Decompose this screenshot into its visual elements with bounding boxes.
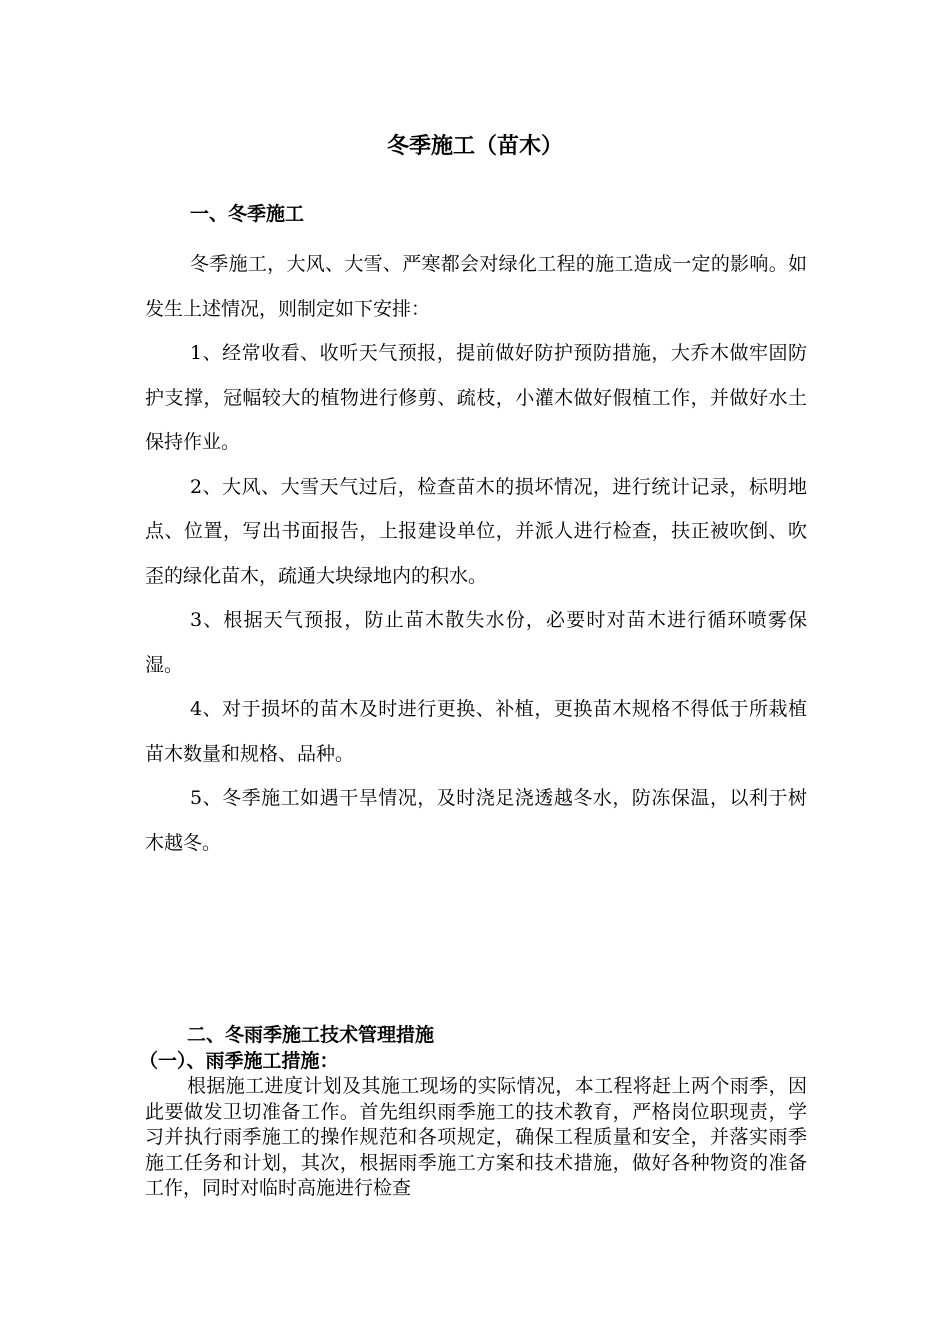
section1-paragraph: 冬季施工，大风、大雪、严寒都会对绿化工程的施工造成一定的影响。如发生上述情况，则制定如下安排： xyxy=(145,253,807,320)
section1-paragraph: 3、根据天气预报，防止苗木散失水份，必要时对苗木进行循环喷雾保湿。 xyxy=(145,609,807,676)
section1-paragraph: 4、对于损坏的苗木及时进行更换、补植，更换苗木规格不得低于所栽植苗木数量和规格、品种。 xyxy=(145,698,807,765)
section2-heading: 二、冬雨季施工技术管理措施 xyxy=(187,1024,435,1046)
section-technical-measures xyxy=(139,1022,807,1202)
section1-paragraph: 2、大风、大雪天气过后，检查苗木的损坏情况，进行统计记录，标明地点、位置，写出书面报告，上报建设单位，并派人进行检查，扶正被吹倒、吹歪的绿化苗木，疏通大块绿地内的积水。 xyxy=(145,475,807,587)
section1-paragraph: 5、冬季施工如遇干旱情况，及时浇足浇透越冬水，防冻保温，以利于树木越冬。 xyxy=(145,787,807,854)
document-title: 冬季施工（苗木） xyxy=(386,133,563,159)
section2-subheading: （一）、雨季施工措施： xyxy=(139,1050,339,1072)
section2-paragraph: 根据施工进度计划及其施工现场的实际情况，本工程将赶上两个雨季，因此要做发卫切准备工作。首先组织雨季施工的技术教育，严格岗位职现责，学习并执行雨季施工的操作规范和各项规定，确保工程质量和安全，并落实雨季施工任务和计划，其次，根据雨季施工方案和技术措施，做好各种物资的准备工作，同时对临时高施进行检查 xyxy=(145,1075,807,1199)
section1-paragraph: 1、经常收看、收听天气预报，提前做好防护预防措施，大乔木做牢固防护支撑，冠幅较大的植物进行修剪、疏枝，小灌木做好假植工作，并做好水土保持作业。 xyxy=(145,342,807,453)
section-winter-construction xyxy=(145,198,807,865)
section1-heading: 一、冬季施工 xyxy=(190,203,305,225)
